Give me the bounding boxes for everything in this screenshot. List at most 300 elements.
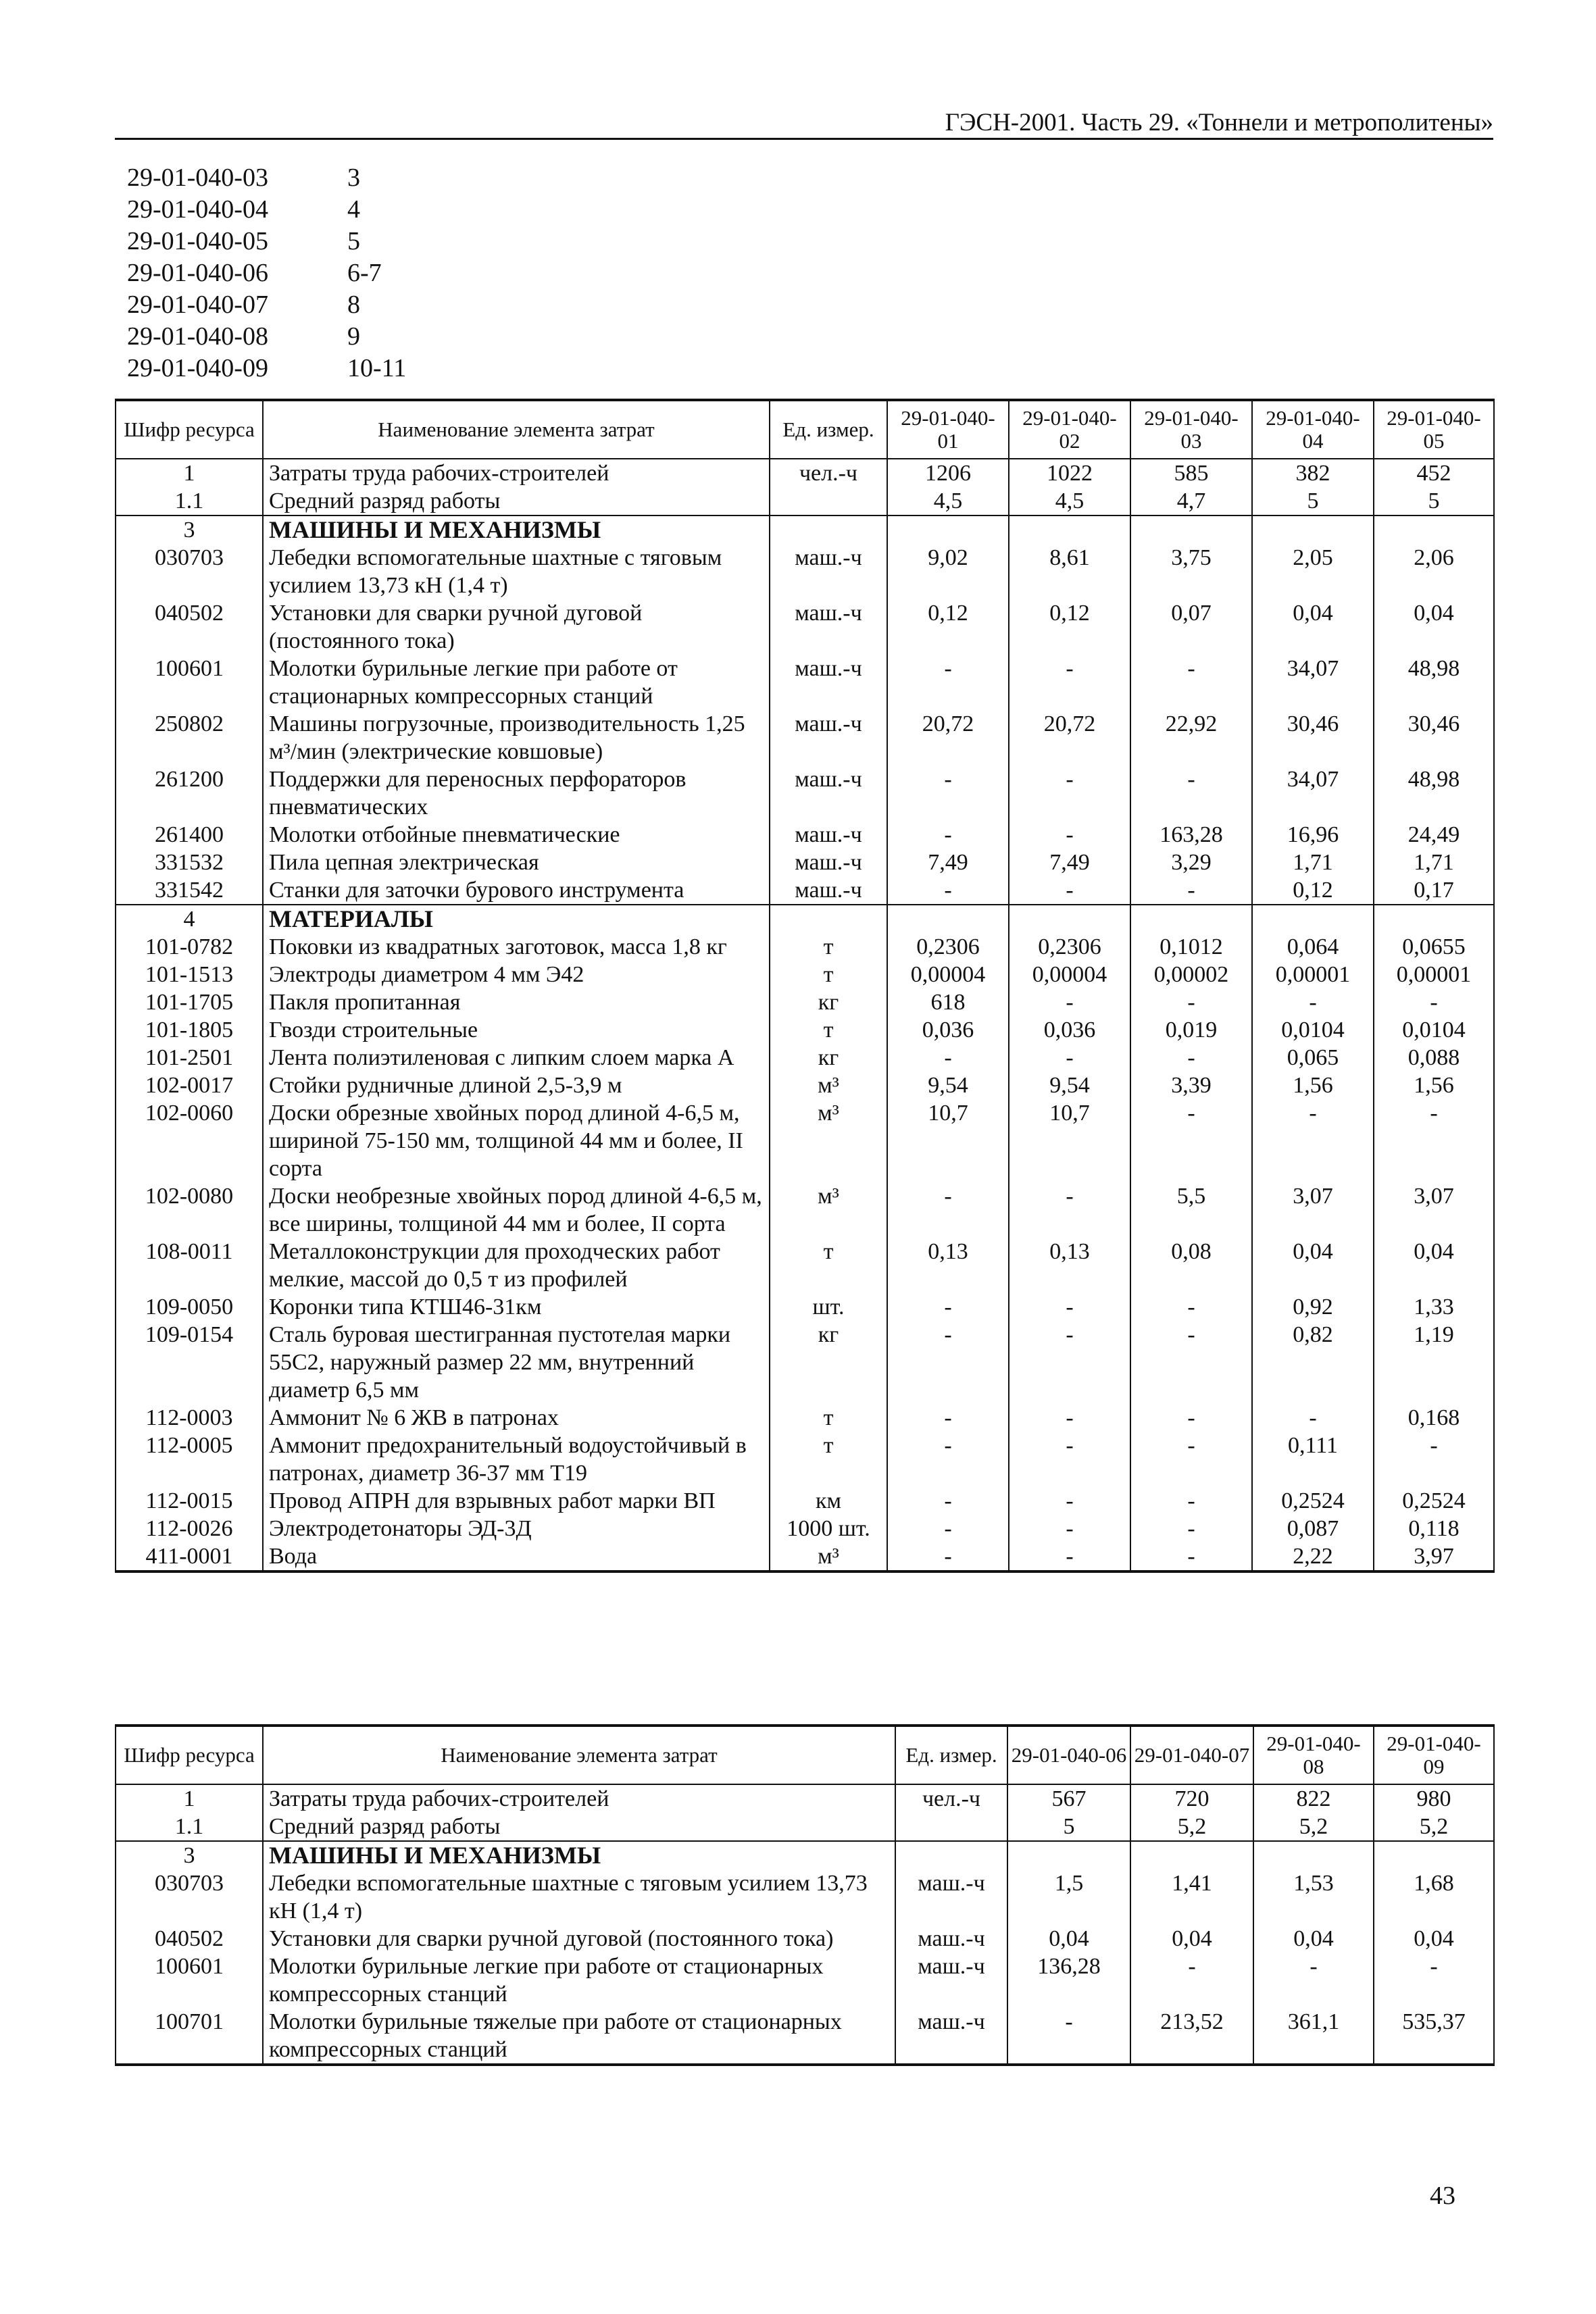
value-cell <box>1130 515 1252 544</box>
table-row <box>116 849 1494 876</box>
table-row <box>116 1293 1494 1321</box>
value-cell <box>1130 905 1252 933</box>
value-cell: 0,04 <box>1252 599 1374 655</box>
value-cell: - <box>887 1487 1009 1515</box>
code-mapping-row <box>127 226 406 257</box>
value-cell: 567 <box>1007 1784 1130 1813</box>
value-cell: 5,5 <box>1130 1182 1252 1238</box>
value-cell: 0,1012 <box>1130 933 1252 961</box>
value-cell: 0,00001 <box>1252 961 1374 988</box>
value-cell: 382 <box>1252 459 1374 487</box>
value-cell: - <box>887 1515 1009 1542</box>
value-cell: 34,07 <box>1252 765 1374 821</box>
value-cell: 8,61 <box>1009 544 1130 599</box>
resource-name-cell: Поковки из квадратных заготовок, масса 1,8 кг <box>263 933 770 961</box>
resource-code-cell: 1.1 <box>116 1813 263 1841</box>
value-cell: 0,17 <box>1374 876 1494 905</box>
value-cell: 0,04 <box>1007 1925 1130 1953</box>
value-cell <box>1252 905 1374 933</box>
code-mapping-row <box>127 289 406 321</box>
value-cell: - <box>887 821 1009 849</box>
resource-code-cell: 112-0003 <box>116 1404 263 1432</box>
value-cell: 5,2 <box>1374 1813 1494 1841</box>
unit-cell: маш.-ч <box>770 821 887 849</box>
resource-name-cell: Лента полиэтиленовая с липким слоем марка А <box>263 1044 770 1072</box>
value-cell: 535,37 <box>1374 2008 1494 2065</box>
table-row <box>116 1072 1494 1099</box>
unit-cell <box>770 515 887 544</box>
value-cell: - <box>887 876 1009 905</box>
value-cell: - <box>1009 988 1130 1016</box>
table-row <box>116 1238 1494 1293</box>
column-header: 29-01-040-03 <box>1130 400 1252 459</box>
column-header: 29-01-040-07 <box>1130 1726 1253 1784</box>
resource-code-cell: 109-0154 <box>116 1321 263 1404</box>
value-cell: 0,0104 <box>1252 1016 1374 1044</box>
value-cell: - <box>1130 655 1252 710</box>
value-cell: 4,5 <box>1009 487 1130 515</box>
unit-cell: т <box>770 1016 887 1044</box>
unit-cell: чел.-ч <box>770 459 887 487</box>
value-cell: 0,064 <box>1252 933 1374 961</box>
resource-code-cell: 030703 <box>116 1869 263 1925</box>
value-cell: 3,07 <box>1374 1182 1494 1238</box>
section-row <box>116 905 1494 933</box>
value-cell: - <box>887 1542 1009 1571</box>
value-cell: 2,22 <box>1252 1542 1374 1571</box>
table-row <box>116 1953 1494 2008</box>
value-cell: 1,71 <box>1374 849 1494 876</box>
code-mapping-row <box>127 257 406 289</box>
value-cell: 0,04 <box>1253 1925 1374 1953</box>
norm-number: 6-7 <box>347 259 382 287</box>
value-cell: 720 <box>1130 1784 1253 1813</box>
norm-code: 29-01-040-03 <box>127 164 268 192</box>
column-header: 29-01-040-01 <box>887 400 1009 459</box>
value-cell <box>887 515 1009 544</box>
value-cell: 16,96 <box>1252 821 1374 849</box>
value-cell: - <box>1374 988 1494 1016</box>
resource-code-cell: 100601 <box>116 655 263 710</box>
value-cell: 0,0655 <box>1374 933 1494 961</box>
value-cell: 0,13 <box>1009 1238 1130 1293</box>
column-header: Ед. измер. <box>770 400 887 459</box>
unit-cell: кг <box>770 988 887 1016</box>
resource-name-cell: Электроды диаметром 4 мм Э42 <box>263 961 770 988</box>
value-cell: 0,00002 <box>1130 961 1252 988</box>
table-row <box>116 1869 1494 1925</box>
value-cell: 0,92 <box>1252 1293 1374 1321</box>
resource-name-cell: Вода <box>263 1542 770 1571</box>
value-cell: - <box>1009 1044 1130 1072</box>
section-row <box>116 515 1494 544</box>
table-row <box>116 1321 1494 1404</box>
resource-code-cell: 250802 <box>116 710 263 765</box>
unit-cell: т <box>770 961 887 988</box>
value-cell <box>1374 515 1494 544</box>
value-cell: 0,2524 <box>1374 1487 1494 1515</box>
resource-code-cell: 101-1705 <box>116 988 263 1016</box>
resource-code-cell: 100601 <box>116 1953 263 2008</box>
unit-cell: м³ <box>770 1099 887 1182</box>
page-header: ГЭСН-2001. Часть 29. «Тоннели и метрополитены» <box>945 109 1493 136</box>
resource-name-cell: Сталь буровая шестигранная пустотелая марки 55С2, наружный размер 22 мм, внутренний диаметр 6,5 мм <box>263 1321 770 1404</box>
resource-name-cell: Металлоконструкции для проходческих работ мелкие, массой до 0,5 т из профилей <box>263 1238 770 1293</box>
value-cell: 2,05 <box>1252 544 1374 599</box>
value-cell: 24,49 <box>1374 821 1494 849</box>
table-row <box>116 1016 1494 1044</box>
value-cell: 361,1 <box>1253 2008 1374 2065</box>
value-cell: 980 <box>1374 1784 1494 1813</box>
value-cell: - <box>1009 1487 1130 1515</box>
value-cell: 5,2 <box>1130 1813 1253 1841</box>
value-cell: 0,04 <box>1374 1238 1494 1293</box>
resource-name-cell: Молотки бурильные легкие при работе от стационарных компрессорных станций <box>263 1953 895 2008</box>
unit-cell: т <box>770 1404 887 1432</box>
resource-name-cell: Молотки отбойные пневматические <box>263 821 770 849</box>
header-rule <box>115 138 1493 140</box>
value-cell: - <box>1130 1044 1252 1072</box>
value-cell: - <box>887 1432 1009 1487</box>
norm-number: 4 <box>347 195 360 224</box>
value-cell: - <box>1252 1404 1374 1432</box>
value-cell: 4,7 <box>1130 487 1252 515</box>
value-cell: 3,07 <box>1252 1182 1374 1238</box>
value-cell: - <box>1009 1293 1130 1321</box>
value-cell: 213,52 <box>1130 2008 1253 2065</box>
value-cell: - <box>1130 876 1252 905</box>
value-cell: - <box>887 1404 1009 1432</box>
resource-name-cell: Поддержки для переносных перфораторов пневматических <box>263 765 770 821</box>
table-row <box>116 655 1494 710</box>
section-row <box>116 1841 1494 1869</box>
value-cell: 7,49 <box>1009 849 1130 876</box>
value-cell: - <box>1253 1953 1374 2008</box>
table-row <box>116 1813 1494 1841</box>
column-header: Ед. измер. <box>895 1726 1007 1784</box>
value-cell: - <box>1130 1542 1252 1571</box>
resource-name-cell: Гвозди строительные <box>263 1016 770 1044</box>
resource-name-cell: Установки для сварки ручной дуговой (постоянного тока) <box>263 1925 895 1953</box>
value-cell: - <box>1130 1515 1252 1542</box>
resource-code-cell: 112-0026 <box>116 1515 263 1542</box>
resource-code-cell: 4 <box>116 905 263 933</box>
value-cell: 0,04 <box>1130 1925 1253 1953</box>
value-cell: 9,02 <box>887 544 1009 599</box>
value-cell: 1,68 <box>1374 1869 1494 1925</box>
value-cell: 9,54 <box>887 1072 1009 1099</box>
resource-code-cell: 1.1 <box>116 487 263 515</box>
unit-cell: т <box>770 1432 887 1487</box>
value-cell: 2,06 <box>1374 544 1494 599</box>
value-cell: - <box>887 1044 1009 1072</box>
value-cell: 0,087 <box>1252 1515 1374 1542</box>
resource-name-cell: Установки для сварки ручной дуговой (постоянного тока) <box>263 599 770 655</box>
value-cell: 1,53 <box>1253 1869 1374 1925</box>
resource-name-cell: Средний разряд работы <box>263 487 770 515</box>
resource-code-cell: 1 <box>116 1784 263 1813</box>
value-cell: - <box>1130 1293 1252 1321</box>
page-number: 43 <box>1430 2182 1455 2210</box>
value-cell: 585 <box>1130 459 1252 487</box>
value-cell <box>1007 1841 1130 1869</box>
unit-cell <box>770 487 887 515</box>
value-cell: 1,56 <box>1374 1072 1494 1099</box>
value-cell: 0,08 <box>1130 1238 1252 1293</box>
unit-cell: маш.-ч <box>895 1925 1007 1953</box>
table-row <box>116 933 1494 961</box>
norm-code: 29-01-040-04 <box>127 195 268 224</box>
value-cell: 7,49 <box>887 849 1009 876</box>
value-cell: 22,92 <box>1130 710 1252 765</box>
table-row <box>116 765 1494 821</box>
resource-table-2 <box>115 1724 1495 2066</box>
resource-code-cell: 112-0015 <box>116 1487 263 1515</box>
resource-code-cell: 102-0017 <box>116 1072 263 1099</box>
norm-code: 29-01-040-08 <box>127 322 268 351</box>
table-row <box>116 599 1494 655</box>
value-cell <box>1009 515 1130 544</box>
resource-code-cell: 3 <box>116 515 263 544</box>
code-mapping-row <box>127 321 406 353</box>
unit-cell: 1000 шт. <box>770 1515 887 1542</box>
value-cell: 1,5 <box>1007 1869 1130 1925</box>
unit-cell: маш.-ч <box>895 2008 1007 2065</box>
resource-name-cell: Пила цепная электрическая <box>263 849 770 876</box>
value-cell: 48,98 <box>1374 765 1494 821</box>
value-cell: 0,2524 <box>1252 1487 1374 1515</box>
value-cell: 136,28 <box>1007 1953 1130 2008</box>
value-cell: 0,04 <box>1252 1238 1374 1293</box>
value-cell: 0,07 <box>1130 599 1252 655</box>
resource-name-cell: Лебедки вспомогательные шахтные с тяговым усилием 13,73 кН (1,4 т) <box>263 544 770 599</box>
value-cell: 3,97 <box>1374 1542 1494 1571</box>
value-cell: - <box>1009 876 1130 905</box>
resource-code-cell: 411-0001 <box>116 1542 263 1571</box>
value-cell: 0,04 <box>1374 1925 1494 1953</box>
column-header: Шифр ресурса <box>116 1726 263 1784</box>
column-header: 29-01-040-02 <box>1009 400 1130 459</box>
norm-code: 29-01-040-09 <box>127 354 268 382</box>
value-cell: 10,7 <box>887 1099 1009 1182</box>
resource-code-cell: 102-0060 <box>116 1099 263 1182</box>
table-row <box>116 1044 1494 1072</box>
value-cell: 0,00004 <box>1009 961 1130 988</box>
value-cell: - <box>1130 1404 1252 1432</box>
resource-name-cell: Провод АПРН для взрывных работ марки ВП <box>263 1487 770 1515</box>
unit-cell: чел.-ч <box>895 1784 1007 1813</box>
value-cell: 48,98 <box>1374 655 1494 710</box>
resource-name-cell: Средний разряд работы <box>263 1813 895 1841</box>
unit-cell: маш.-ч <box>770 544 887 599</box>
value-cell: 822 <box>1253 1784 1374 1813</box>
norm-code: 29-01-040-05 <box>127 227 268 255</box>
unit-cell: м³ <box>770 1072 887 1099</box>
unit-cell: маш.-ч <box>770 849 887 876</box>
value-cell: 1022 <box>1009 459 1130 487</box>
code-mapping-row <box>127 194 406 226</box>
norm-number: 3 <box>347 164 360 192</box>
resource-code-cell: 101-0782 <box>116 933 263 961</box>
resource-table-1 <box>115 399 1495 1573</box>
resource-name-cell: Аммонит № 6 ЖВ в патронах <box>263 1404 770 1432</box>
resource-name-cell: Молотки бурильные тяжелые при работе от стационарных компрессорных станций <box>263 2008 895 2065</box>
resource-code-cell: 109-0050 <box>116 1293 263 1321</box>
value-cell: - <box>1130 765 1252 821</box>
value-cell: - <box>1009 1432 1130 1487</box>
table-header-row <box>116 1726 1494 1784</box>
code-mapping-list <box>127 162 406 384</box>
value-cell: 20,72 <box>1009 710 1130 765</box>
value-cell: 0,2306 <box>1009 933 1130 961</box>
value-cell: 30,46 <box>1374 710 1494 765</box>
value-cell: 3,29 <box>1130 849 1252 876</box>
resource-code-cell: 101-1805 <box>116 1016 263 1044</box>
unit-cell: м³ <box>770 1542 887 1571</box>
value-cell: 5 <box>1007 1813 1130 1841</box>
value-cell: 0,065 <box>1252 1044 1374 1072</box>
value-cell: - <box>887 1321 1009 1404</box>
resource-code-cell: 101-1513 <box>116 961 263 988</box>
value-cell: - <box>1252 988 1374 1016</box>
table-row <box>116 1404 1494 1432</box>
resource-name-cell: Затраты труда рабочих-строителей <box>263 459 770 487</box>
value-cell: - <box>1009 1182 1130 1238</box>
resource-code-cell: 040502 <box>116 599 263 655</box>
column-header: Шифр ресурса <box>116 400 263 459</box>
table-row <box>116 876 1494 905</box>
unit-cell <box>770 905 887 933</box>
value-cell: 0,12 <box>887 599 1009 655</box>
resource-code-cell: 1 <box>116 459 263 487</box>
value-cell: - <box>1009 1404 1130 1432</box>
value-cell: - <box>1374 1432 1494 1487</box>
value-cell: 163,28 <box>1130 821 1252 849</box>
value-cell: 0,168 <box>1374 1404 1494 1432</box>
value-cell: 0,036 <box>887 1016 1009 1044</box>
norm-number: 5 <box>347 227 360 255</box>
value-cell <box>1374 1841 1494 1869</box>
value-cell <box>887 905 1009 933</box>
resource-name-cell: Стойки рудничные длиной 2,5-3,9 м <box>263 1072 770 1099</box>
resource-code-cell: 030703 <box>116 544 263 599</box>
value-cell: 9,54 <box>1009 1072 1130 1099</box>
unit-cell: маш.-ч <box>770 876 887 905</box>
unit-cell: т <box>770 933 887 961</box>
unit-cell: маш.-ч <box>895 1953 1007 2008</box>
resource-name-cell: Пакля пропитанная <box>263 988 770 1016</box>
value-cell: - <box>1007 2008 1130 2065</box>
resource-code-cell: 3 <box>116 1841 263 1869</box>
norm-number: 8 <box>347 291 360 319</box>
resource-name-cell: Машины погрузочные, производительность 1,25 м³/мин (электрические ковшовые) <box>263 710 770 765</box>
value-cell <box>1253 1841 1374 1869</box>
value-cell: 618 <box>887 988 1009 1016</box>
table-row <box>116 1784 1494 1813</box>
value-cell <box>1009 905 1130 933</box>
column-header: Наименование элемента затрат <box>263 1726 895 1784</box>
table-row <box>116 988 1494 1016</box>
unit-cell: маш.-ч <box>770 599 887 655</box>
unit-cell: маш.-ч <box>895 1869 1007 1925</box>
value-cell: 1,33 <box>1374 1293 1494 1321</box>
value-cell: 0,2306 <box>887 933 1009 961</box>
norm-code: 29-01-040-06 <box>127 259 268 287</box>
resource-name-cell: МАШИНЫ И МЕХАНИЗМЫ <box>263 1841 895 1869</box>
value-cell: 5 <box>1374 487 1494 515</box>
resource-name-cell: Доски обрезные хвойных пород длиной 4-6,5 м, шириной 75-150 мм, толщиной 44 мм и более, II сорта <box>263 1099 770 1182</box>
table-row <box>116 1432 1494 1487</box>
value-cell: 4,5 <box>887 487 1009 515</box>
value-cell: 20,72 <box>887 710 1009 765</box>
resource-code-cell: 101-2501 <box>116 1044 263 1072</box>
table-row <box>116 487 1494 515</box>
column-header: 29-01-040-05 <box>1374 400 1494 459</box>
value-cell: 0,00001 <box>1374 961 1494 988</box>
resource-code-cell: 261400 <box>116 821 263 849</box>
value-cell: - <box>1130 1321 1252 1404</box>
resource-code-cell: 331542 <box>116 876 263 905</box>
value-cell: - <box>1374 1099 1494 1182</box>
value-cell: 1,41 <box>1130 1869 1253 1925</box>
value-cell <box>1130 1841 1253 1869</box>
value-cell: - <box>1130 1432 1252 1487</box>
resource-name-cell: МАТЕРИАЛЫ <box>263 905 770 933</box>
norm-code: 29-01-040-07 <box>127 291 268 319</box>
value-cell: 1206 <box>887 459 1009 487</box>
value-cell: 0,04 <box>1374 599 1494 655</box>
unit-cell: кг <box>770 1321 887 1404</box>
value-cell: 0,12 <box>1252 876 1374 905</box>
value-cell: 0,118 <box>1374 1515 1494 1542</box>
value-cell: 5,2 <box>1253 1813 1374 1841</box>
value-cell: 1,19 <box>1374 1321 1494 1404</box>
unit-cell: кг <box>770 1044 887 1072</box>
table-row <box>116 544 1494 599</box>
value-cell: - <box>1130 1953 1253 2008</box>
value-cell: 30,46 <box>1252 710 1374 765</box>
value-cell: 1,56 <box>1252 1072 1374 1099</box>
value-cell: 0,036 <box>1009 1016 1130 1044</box>
table-row <box>116 1542 1494 1571</box>
table-row <box>116 821 1494 849</box>
table-row <box>116 1099 1494 1182</box>
value-cell: 3,75 <box>1130 544 1252 599</box>
unit-cell: шт. <box>770 1293 887 1321</box>
value-cell: - <box>1130 1487 1252 1515</box>
resource-code-cell: 261200 <box>116 765 263 821</box>
resource-name-cell: Доски необрезные хвойных пород длиной 4-6,5 м, все ширины, толщиной 44 мм и более, II сорта <box>263 1182 770 1238</box>
resource-code-cell: 331532 <box>116 849 263 876</box>
resource-code-cell: 102-0080 <box>116 1182 263 1238</box>
table-row <box>116 459 1494 487</box>
resource-name-cell: Коронки типа КТШ46-31км <box>263 1293 770 1321</box>
column-header: 29-01-040-04 <box>1252 400 1374 459</box>
value-cell: - <box>887 1182 1009 1238</box>
resource-code-cell: 040502 <box>116 1925 263 1953</box>
table-row <box>116 2008 1494 2065</box>
value-cell: 0,0104 <box>1374 1016 1494 1044</box>
unit-cell <box>895 1841 1007 1869</box>
value-cell <box>1374 905 1494 933</box>
value-cell: 1,71 <box>1252 849 1374 876</box>
value-cell: 0,111 <box>1252 1432 1374 1487</box>
norm-number: 9 <box>347 322 360 351</box>
unit-cell: маш.-ч <box>770 655 887 710</box>
table-row <box>116 1487 1494 1515</box>
value-cell: 5 <box>1252 487 1374 515</box>
value-cell: 0,82 <box>1252 1321 1374 1404</box>
